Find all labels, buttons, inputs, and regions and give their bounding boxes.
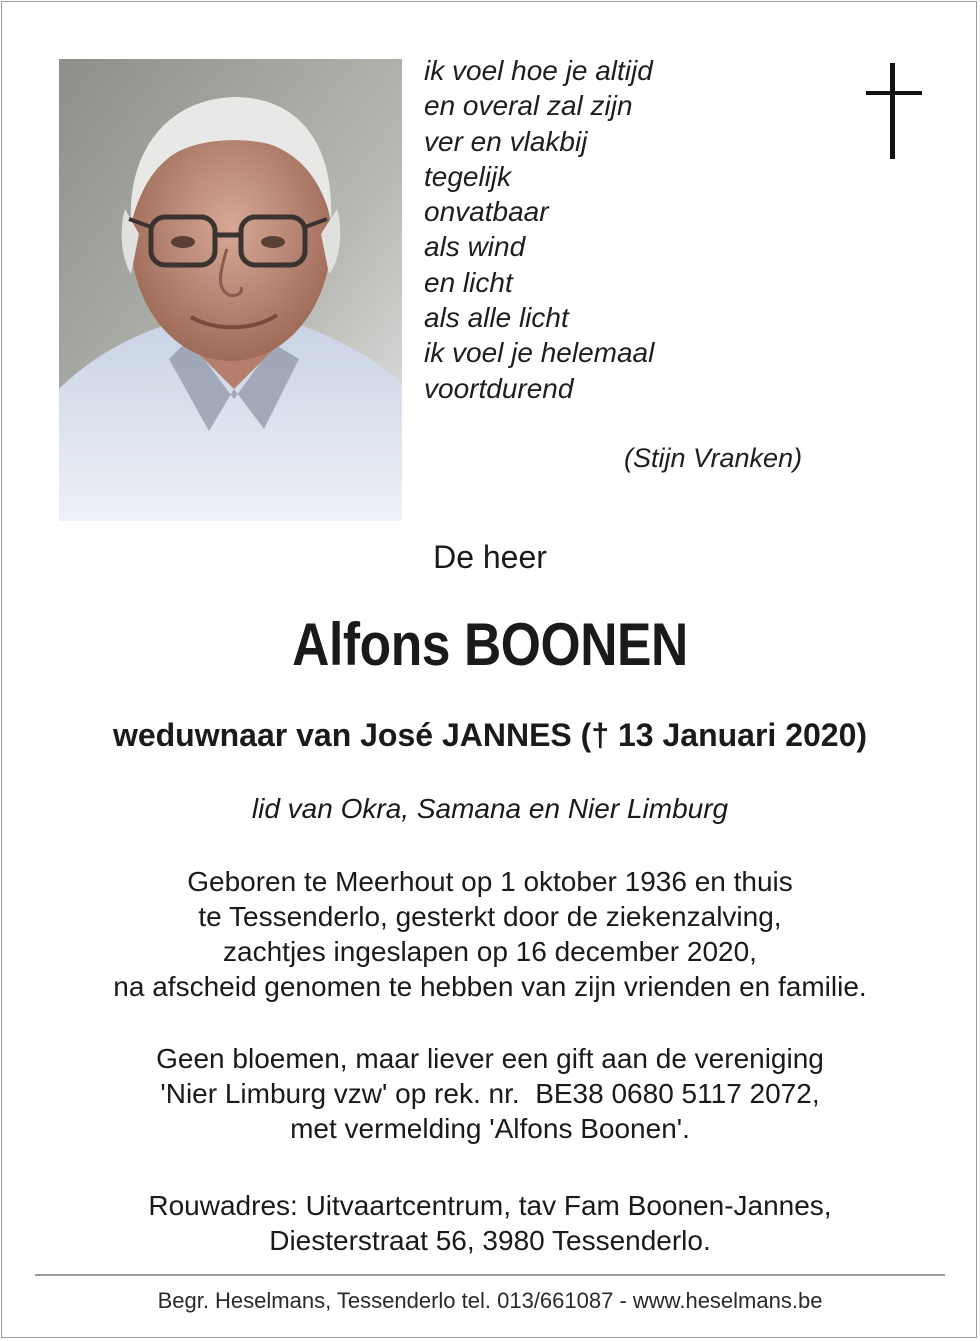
poem-line: als alle licht [424, 302, 569, 334]
poem-line: tegelijk [424, 160, 512, 192]
poem [424, 53, 654, 406]
footer-divider [35, 1274, 945, 1276]
poem-line: ik voel hoe je altijd [424, 55, 653, 86]
honorific: De heer [433, 539, 547, 575]
donation-paragraph [0, 1041, 980, 1146]
paragraph-line: te Tessenderlo, gesterkt door de ziekenzalving, [198, 901, 782, 932]
membership-line: lid van Okra, Samana en Nier Limburg [251, 793, 729, 824]
funeral-director-footer: Begr. Heselmans, Tessenderlo tel. 013/661087 - www.heselmans.be [157, 1288, 823, 1313]
paragraph-line: Diesterstraat 56, 3980 Tessenderlo. [269, 1225, 711, 1256]
poem-line: ver en vlakbij [424, 125, 588, 157]
poem-line: en licht [424, 266, 513, 298]
paragraph-line: na afscheid genomen te hebben van zijn vrienden en familie. [113, 971, 867, 1002]
paragraph-line: Rouwadres: Uitvaartcentrum, tav Fam Boonen-Jannes, [148, 1190, 832, 1221]
cross-icon [866, 63, 922, 159]
poem-line: onvatbaar [424, 196, 549, 228]
portrait-illustration [59, 59, 402, 521]
poem-line: en overal zal zijn [424, 90, 633, 122]
paragraph-line: zachtjes ingeslapen op 16 december 2020, [223, 936, 757, 967]
poem-line: als wind [424, 231, 526, 263]
poem-line: voortdurend [424, 372, 574, 404]
portrait-photo [59, 59, 402, 521]
spouse-line: weduwnaar van José JANNES († 13 Januari 2020) [112, 717, 868, 753]
paragraph-line: met vermelding 'Alfons Boonen'. [290, 1113, 690, 1144]
paragraph-line: Geen bloemen, maar liever een gift aan de vereniging [156, 1043, 824, 1074]
birth-paragraph [0, 864, 980, 1004]
address-paragraph [0, 1188, 980, 1258]
paragraph-line: 'Nier Limburg vzw' op rek. nr. BE38 0680 5117 2072, [160, 1078, 820, 1109]
poem-author: (Stijn Vranken) [624, 443, 803, 473]
paragraph-line: Geboren te Meerhout op 1 oktober 1936 en thuis [187, 866, 793, 897]
poem-line: ik voel je helemaal [424, 337, 655, 369]
deceased-name: Alfons BOONEN [292, 611, 688, 678]
